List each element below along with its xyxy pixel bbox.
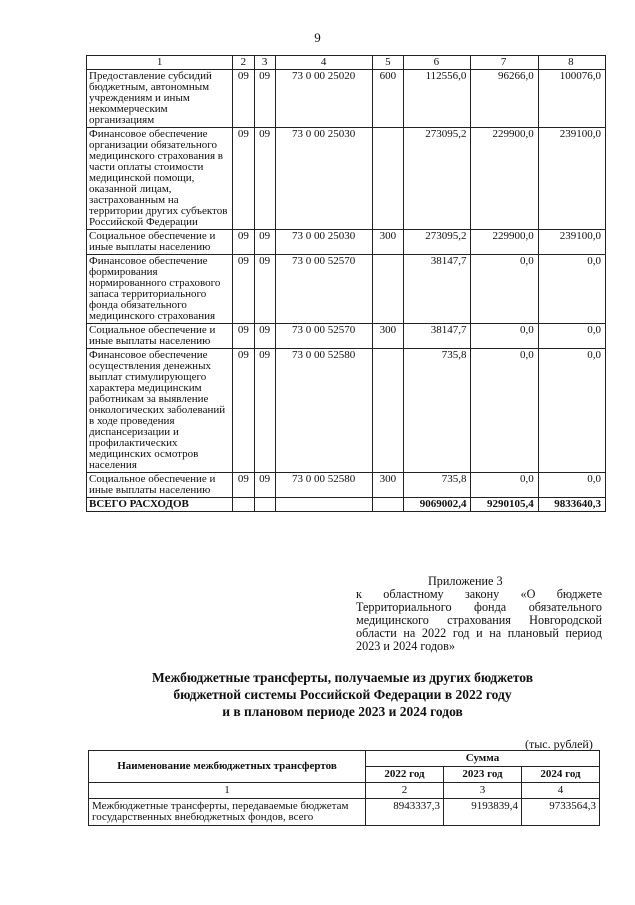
number-cell: 1 [89,783,366,799]
transfer-name: Межбюджетные трансферты, передаваемые бюджетам государственных внебюджетных фондов, всего [89,799,366,826]
row-2024: 100076,0 [538,70,605,128]
row-2022: 735,8 [404,473,471,498]
row-pr: 09 [254,255,275,324]
year-header: 2024 год [522,767,600,783]
row-name: Социальное обеспечение и иные выплаты населению [87,473,233,498]
title-line: бюджетной системы Российской Федерации в 2022 году [173,687,512,702]
col-name-header: Наименование межбюджетных трансфертов [89,751,366,783]
row-vr [372,349,404,473]
header-cell: 1 [87,56,233,70]
transfers-header-row [89,751,600,767]
row-2024: 239100,0 [538,230,605,255]
empty-cell [254,498,275,512]
total-2024: 9833640,3 [538,498,605,512]
row-rz: 09 [233,128,254,230]
number-cell: 3 [444,783,522,799]
row-rz: 09 [233,70,254,128]
row-name: Социальное обеспечение и иные выплаты населению [87,230,233,255]
year-header: 2023 год [444,767,522,783]
transfer-2024: 9733564,3 [522,799,600,826]
row-vr: 300 [372,230,404,255]
empty-cell [233,498,254,512]
row-2022: 273095,2 [404,128,471,230]
row-2024: 239100,0 [538,128,605,230]
row-csr: 73 0 00 25030 [275,230,372,255]
header-cell: 2 [233,56,254,70]
header-cell: 5 [372,56,404,70]
row-rz: 09 [233,324,254,349]
row-2022: 735,8 [404,349,471,473]
total-label: ВСЕГО РАСХОДОВ [87,498,233,512]
expenses-header-row [87,56,606,70]
row-pr: 09 [254,128,275,230]
row-2023: 96266,0 [471,70,538,128]
row-2022: 38147,7 [404,324,471,349]
total-2022: 9069002,4 [404,498,471,512]
table-row [87,473,606,498]
row-csr: 73 0 00 52570 [275,324,372,349]
number-cell: 4 [522,783,600,799]
row-vr [372,255,404,324]
header-cell: 3 [254,56,275,70]
empty-cell [275,498,372,512]
row-rz: 09 [233,230,254,255]
transfers-number-row [89,783,600,799]
total-2023: 9290105,4 [471,498,538,512]
row-csr: 73 0 00 25020 [275,70,372,128]
section-title [80,669,605,720]
header-cell: 7 [471,56,538,70]
header-cell: 4 [275,56,372,70]
row-pr: 09 [254,70,275,128]
number-cell: 2 [366,783,444,799]
table-row [87,324,606,349]
row-2023: 0,0 [471,255,538,324]
row-vr: 300 [372,473,404,498]
units-label: (тыс. рублей) [525,737,593,751]
row-2023: 0,0 [471,324,538,349]
row-2024: 0,0 [538,324,605,349]
header-cell: 6 [404,56,471,70]
appendix-heading: Приложение 3 [428,574,503,588]
row-2023: 229900,0 [471,128,538,230]
transfers-row [89,799,600,826]
row-name: Финансовое обеспечение организации обязательного медицинского страхования в части оплаты стоимости медицинской помощи, оказанной лицам, застрахованным на территории других субъектов Российской Федерации [87,128,233,230]
row-pr: 09 [254,349,275,473]
empty-cell [372,498,404,512]
table-row [87,70,606,128]
row-name: Финансовое обеспечение осуществления денежных выплат стимулирующего характера медицинским работникам за выявление онкологических заболеваний в ходе проведения диспансеризации и профилактических медицинских осмотров населения [87,349,233,473]
row-rz: 09 [233,255,254,324]
row-csr: 73 0 00 52570 [275,255,372,324]
row-name: Предоставление субсидий бюджетным, автономным учреждениям и иным некоммерческим организациям [87,70,233,128]
row-2022: 273095,2 [404,230,471,255]
row-rz: 09 [233,473,254,498]
row-2023: 0,0 [471,349,538,473]
row-pr: 09 [254,473,275,498]
table-row [87,128,606,230]
row-vr: 300 [372,324,404,349]
expenses-table [86,55,606,512]
page-number: 9 [314,30,321,45]
transfer-2022: 8943337,3 [366,799,444,826]
year-header: 2022 год [366,767,444,783]
row-2024: 0,0 [538,255,605,324]
row-2022: 38147,7 [404,255,471,324]
row-vr: 600 [372,70,404,128]
row-name: Социальное обеспечение и иные выплаты населению [87,324,233,349]
transfers-table [88,750,600,826]
row-csr: 73 0 00 52580 [275,349,372,473]
row-csr: 73 0 00 25030 [275,128,372,230]
row-2024: 0,0 [538,349,605,473]
table-row [87,349,606,473]
row-csr: 73 0 00 52580 [275,473,372,498]
transfer-2023: 9193839,4 [444,799,522,826]
total-row [87,498,606,512]
row-vr [372,128,404,230]
appendix-note [356,575,602,653]
row-2023: 0,0 [471,473,538,498]
header-cell: 8 [538,56,605,70]
row-2024: 0,0 [538,473,605,498]
table-row [87,230,606,255]
row-2023: 229900,0 [471,230,538,255]
appendix-body: к областному закону «О бюджете Территориального фонда обязательного медицинского страхования Новгородской области на 2022 год и на плановый период 2023 и 2024 годов» [356,587,602,653]
table-row [87,255,606,324]
title-line: и в плановом периоде 2023 и 2024 годов [222,704,463,719]
row-2022: 112556,0 [404,70,471,128]
row-pr: 09 [254,230,275,255]
row-name: Финансовое обеспечение формирования нормированного страхового запаса территориального фонда обязательного медицинского страхования [87,255,233,324]
row-rz: 09 [233,349,254,473]
title-line: Межбюджетные трансферты, получаемые из других бюджетов [152,670,533,685]
col-sum-header: Сумма [366,751,600,767]
row-pr: 09 [254,324,275,349]
